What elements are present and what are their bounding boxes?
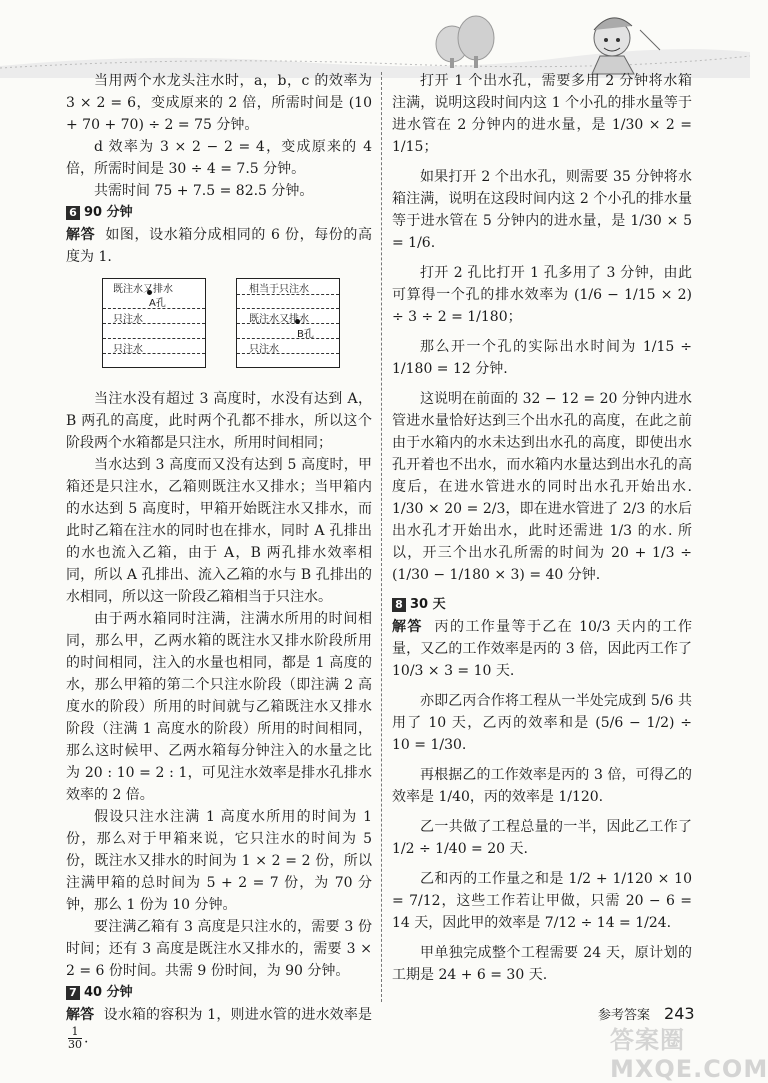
- paragraph: d 效率为 3 × 2 − 2 = 4，变成原来的 4 倍，所需时间是 30 ÷ 4 = 7.5 分钟。: [66, 139, 372, 177]
- paragraph: 打开 1 个出水孔，需要多用 2 分钟将水箱注满，说明这段时间内这 1 个小孔的排水量等于进水管在 2 分钟内的进水量，是 1/30 × 2 = 1/15；: [392, 73, 692, 155]
- left-column: 当用两个水龙头注水时，a，b，c 的效率为 3 × 2 = 6，变成原来的 2 倍，所需时间是 (10 + 70 + 70) ÷ 2 = 75 分钟。 d 效率为 3 × 2 − 2 = 4，变成原来的 4 倍，所需时间是 30 ÷ 4 = 7.5 分钟。 共需时间 75 + 7.5 = 82.5 分钟。 6 90 分钟 解答 如图，设水箱分成相同的 6 份，每份的高度为 1. 既注水又排水 A孔 只注水 只注水 相当于只注水 既注水又排水 B孔 只注水 当注水没有超过 3 高度时，水没有达到 A，B 两孔的高度，此时两个孔都不排水，所以这个阶段两个水箱都是只注水，所用时间相同； 当水达到 3 高度而又没有达到 5 高度时，甲箱还是只注水，乙箱则既注水又排水；当甲箱内的水达到 5 高度时，甲箱开始既注水又排水，而此时乙箱在注水的同时也在排水，同时 A 孔排出的水也流入乙箱，由于 A，B 两孔排水效率相同，所以 A 孔排出、流入乙箱的水与 B 孔排出的水相同，所以这一阶段乙箱相当于只注水。 由于两水箱同时注满，注满水所用的时间相同，那么甲，乙两水箱的既注水又排水阶段所用的时间相同，注入的水量也相同，都是 1 高度的水，那么甲箱的第二个只注水阶段（即注满 2 高度水的阶段）所用的时间就与乙箱既注水又排水阶段（注满 1 高度水的阶段）所用的时间相同，那么这时候甲、乙两水箱每分钟注入的水量之比为 20 : 10 = 2 : 1，可见注水效率是排水孔排水效率的 2 倍。 假设只注水注满 1 高度水所用的时间为 1 份，那么对于甲箱来说，它只注水的时间为 5 份，既注水又排水的时间为 1 × 2 = 2 份，所以注满甲箱的总时间为 5 + 2 = 7 份，为 70 分钟，那么 1 份为 10 分钟。 要注满乙箱有 3 高度是只注水的，需要 3 份时间；还有 3 高度是既注水又排水的，需要 3 × 2 = 6 份时间。共需 9 份时间，为 90 分钟。 7 40 分钟 解答 设水箱的容积为 1，则进水管的进水效率是 $\frac{1}{30}$ .: [66, 70, 372, 1051]
- fraction: $\frac{1}{30}$: [68, 1025, 82, 1051]
- paragraph: 亦即乙丙合作将工程从一半处完成到 5/6 共用了 10 天，乙丙的效率和是 (5/6 − 1/2) ÷ 10 = 1/30.: [392, 693, 692, 753]
- paragraph: 假设只注水注满 1 高度水所用的时间为 1 份，那么对于甲箱来说，它只注水的时间为 5 份，既注水又排水的时间为 1 × 2 = 2 份，所以注满甲箱的总时间为 5 + 2 = 7 份，为 70 分钟，那么 1 份为 10 分钟。: [66, 809, 372, 913]
- paragraph: 乙一共做了工程总量的一半，因此乙工作了 1/2 ÷ 1/40 = 20 天.: [392, 819, 692, 857]
- tank-label: 既注水又排水: [249, 314, 309, 325]
- paragraph: 当用两个水龙头注水时，a，b，c 的效率为 3 × 2 = 6，变成原来的 2 倍，所需时间是 (10 + 70 + 70) ÷ 2 = 75 分钟。: [66, 73, 372, 133]
- solution-label: 解答: [66, 227, 96, 243]
- right-column: [392, 70, 692, 986]
- answer-value: 30 天: [410, 597, 446, 612]
- paragraph: 如果打开 2 个出水孔，则需要 35 分钟将水箱注满，说明在这段时间内这 2 个小孔的排水量等于进水管在 5 分钟内的进水量，是 1/30 × 5 = 1/6.: [392, 169, 692, 251]
- paragraph: 当水达到 3 高度而又没有达到 5 高度时，甲箱还是只注水，乙箱则既注水又排水；当甲箱内的水达到 5 高度时，甲箱开始既注水又排水，而此时乙箱在注水的同时也在排水，同时 A 孔排出的水也流入乙箱，由于 A，B 两孔排水效率相同，所以 A 孔排出、流入乙箱的水与 B 孔排出的水相同，所以这一阶段乙箱相当于只注水。: [66, 457, 372, 605]
- tank-label: A孔: [149, 298, 166, 309]
- question-number: 7: [66, 986, 80, 1000]
- paragraph: 那么开一个孔的实际出水时间为 1/15 ÷ 1/180 = 12 分钟.: [392, 339, 692, 377]
- paragraph: 再根据乙的工作效率是丙的 3 倍，可得乙的效率是 1/40，丙的效率是 1/120.: [392, 767, 692, 805]
- paragraph: 共需时间 75 + 7.5 = 82.5 分钟。: [94, 183, 314, 199]
- paragraph: 丙的工作量等于乙在 10/3 天内的工作量，又乙的工作效率是丙的 3 倍，因此丙工作了 10/3 × 3 = 10 天.: [392, 619, 693, 679]
- tank-label: 只注水: [113, 314, 143, 325]
- paragraph: 由于两水箱同时注满，注满水所用的时间相同，那么甲，乙两水箱的既注水又排水阶段所用的时间相同，注入的水量也相同，都是 1 高度的水，那么甲箱的第二个只注水阶段（即注满 2 高度水的阶段）所用的时间就与乙箱既注水又排水阶段（注满 1 高度水的阶段）所用的时间相同，那么这时候甲、乙两水箱每分钟注入的水量之比为 20 : 10 = 2 : 1，可见注水效率是排水孔排水效率的 2 倍。: [66, 611, 372, 803]
- paragraph: 要注满乙箱有 3 高度是只注水的，需要 3 份时间；还有 3 高度是既注水又排水的，需要 3 × 2 = 6 份时间。共需 9 份时间，为 90 分钟。: [66, 919, 372, 979]
- header-illustration: [0, 0, 750, 78]
- paragraph: 当注水没有超过 3 高度时，水没有达到 A，B 两孔的高度，此时两个孔都不排水，所以这个阶段两个水箱都是只注水，所用时间相同；: [66, 391, 372, 451]
- page-number: 243: [664, 1004, 695, 1023]
- question-8-header: [392, 594, 692, 616]
- tank-label: 只注水: [249, 344, 279, 355]
- question-number: 8: [392, 598, 406, 612]
- tank-label: 相当于只注水: [249, 284, 309, 295]
- paragraph: 乙和丙的工作量之和是 1/2 + 1/120 × 10 = 7/12，这些工作若让甲做，只需 20 − 6 = 14 天，因此甲的效率是 7/12 ÷ 14 = 1/24.: [392, 871, 692, 931]
- question-number: 6: [66, 206, 80, 220]
- tank-label: B孔: [297, 329, 314, 340]
- question-6-header: [66, 202, 372, 224]
- footer-label: 参考答案: [598, 1008, 651, 1023]
- column-divider: [381, 72, 382, 1002]
- paragraph: 这说明在前面的 32 − 12 = 20 分钟内进水管进水量恰好达到三个出水孔的高度，在此之前由于水箱内的水未达到出水孔的高度，即使出水孔开着也不出水，而水箱内水量达到出水孔的高度后，在进水管进水的同时出水孔开始出水. 1/30 × 20 = 2/3，即在进水管进了 2/3 的水后出水孔才开始出水，此时还需进 1/3 的水. 所以，开三个出水孔所需的时间为 20 + 1/3 ÷ (1/30 − 1/180 × 3) = 40 分钟.: [392, 391, 692, 583]
- tank-diagram: [66, 278, 372, 376]
- tank-label: 只注水: [113, 344, 143, 355]
- watermark: 答案圈 MXQE.COM: [610, 1026, 768, 1083]
- solution-label: 解答: [66, 1007, 95, 1023]
- answer-value: 40 分钟: [84, 985, 133, 1000]
- question-7-header: [66, 982, 372, 1004]
- answer-value: 90 分钟: [84, 205, 133, 220]
- paragraph: 设水箱的容积为 1，则进水管的进水效率是: [103, 1007, 373, 1023]
- tank-a: [102, 278, 206, 368]
- paragraph: 打开 2 孔比打开 1 孔多用了 3 分钟，由此可算得一个孔的排水效率为 (1/6 − 1/15 × 2) ÷ 3 ÷ 2 = 1/180；: [392, 265, 692, 325]
- solution-label: 解答: [392, 619, 423, 635]
- paragraph: 甲单独完成整个工程需要 24 天，原计划的工期是 24 + 6 = 30 天.: [392, 945, 692, 983]
- tank-label: 既注水又排水: [113, 284, 173, 295]
- paragraph: 如图，设水箱分成相同的 6 份，每份的高度为 1.: [66, 227, 373, 265]
- tank-b: [236, 278, 340, 368]
